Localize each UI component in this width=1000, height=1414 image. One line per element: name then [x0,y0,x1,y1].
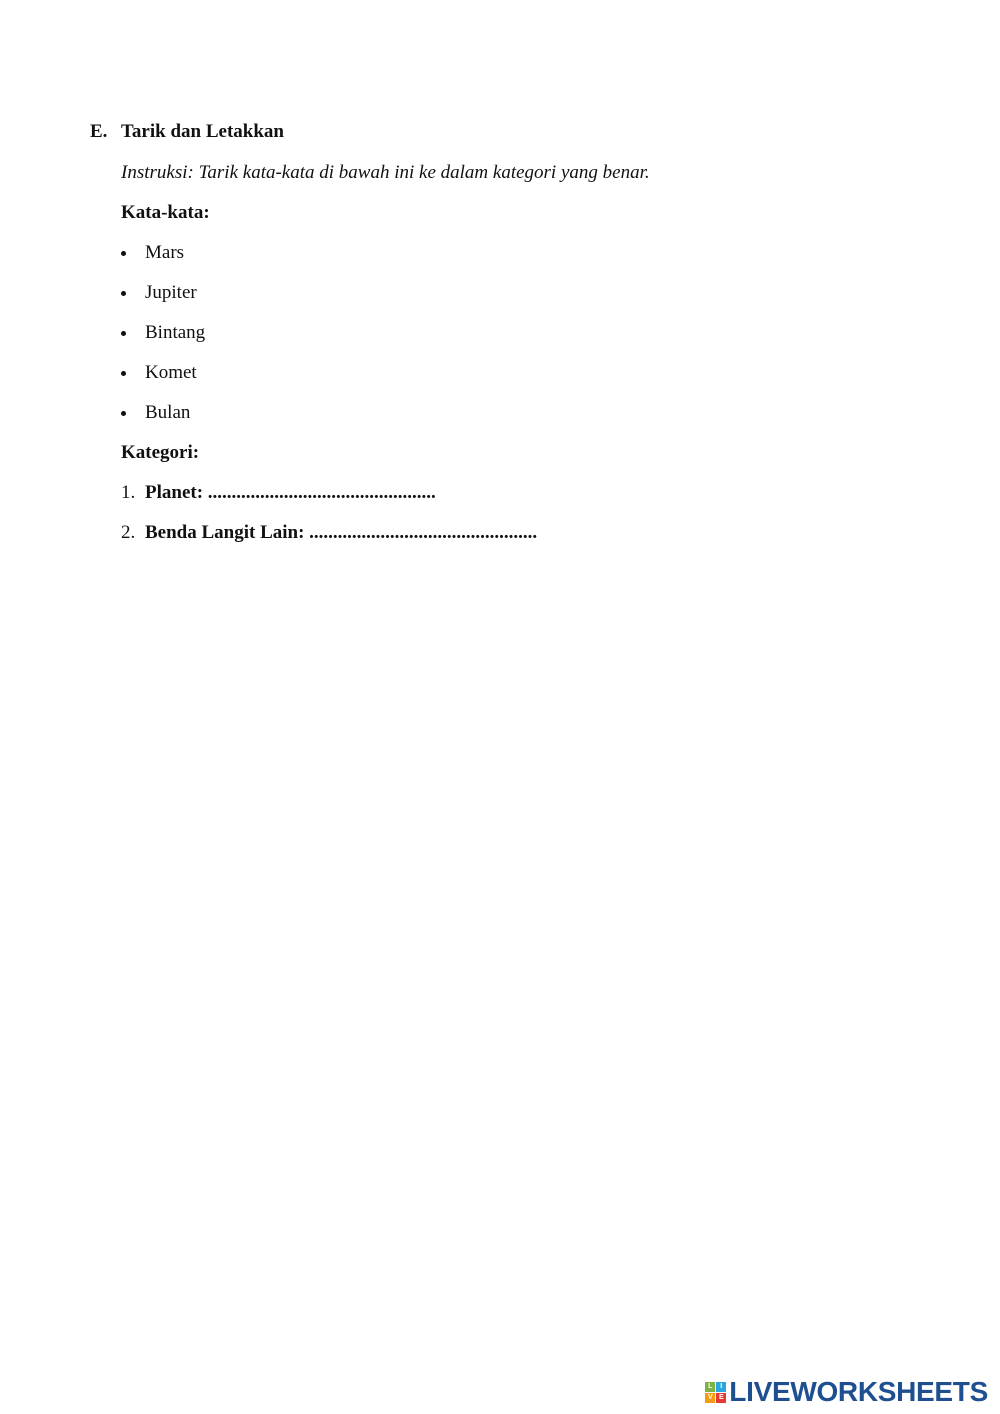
logo-wordmark: LIVEWORKSHEETS [729,1376,988,1407]
word-item-jupiter[interactable] [121,281,941,305]
word-list [121,241,941,425]
category-number: 1. [121,482,136,503]
word-text: Komet [145,362,197,383]
logo-letter-l: L [705,1382,715,1392]
word-item-komet[interactable] [121,361,941,385]
word-item-mars[interactable] [121,241,941,265]
section-title: Tarik dan Letakkan [121,121,284,142]
section-heading [90,121,284,143]
section-letter: E. [90,121,108,142]
logo-letter-i: I [716,1382,726,1392]
section-body [121,161,941,561]
bullet-icon [121,291,126,296]
logo-letter-e: E [716,1393,726,1403]
logo-letter-v: V [705,1393,715,1403]
words-label: Kata-kata: [121,202,210,223]
word-item-bintang[interactable] [121,321,941,345]
bullet-icon [121,331,126,336]
word-text: Bulan [145,402,191,423]
instruction-text: Instruksi: Tarik kata-kata di bawah ini ke dalam kategori yang benar. [121,162,650,183]
bullet-icon [121,371,126,376]
liveworksheets-logo [705,1378,988,1406]
category-list [121,481,941,545]
category-item-benda-langit-lain[interactable] [121,521,941,545]
word-text: Mars [145,242,185,263]
category-drop-zone-planet[interactable]: Planet: ................................................ [145,482,436,503]
category-drop-zone-benda-langit-lain[interactable]: Benda Langit Lain: ................................................ [145,522,538,543]
live-logo-icon [705,1382,726,1403]
word-item-bulan[interactable] [121,401,941,425]
categories-label: Kategori: [121,442,200,463]
word-text: Bintang [145,322,206,343]
category-number: 2. [121,522,136,543]
category-item-planet[interactable] [121,481,941,505]
bullet-icon [121,251,126,256]
word-text: Jupiter [145,282,197,303]
bullet-icon [121,411,126,416]
